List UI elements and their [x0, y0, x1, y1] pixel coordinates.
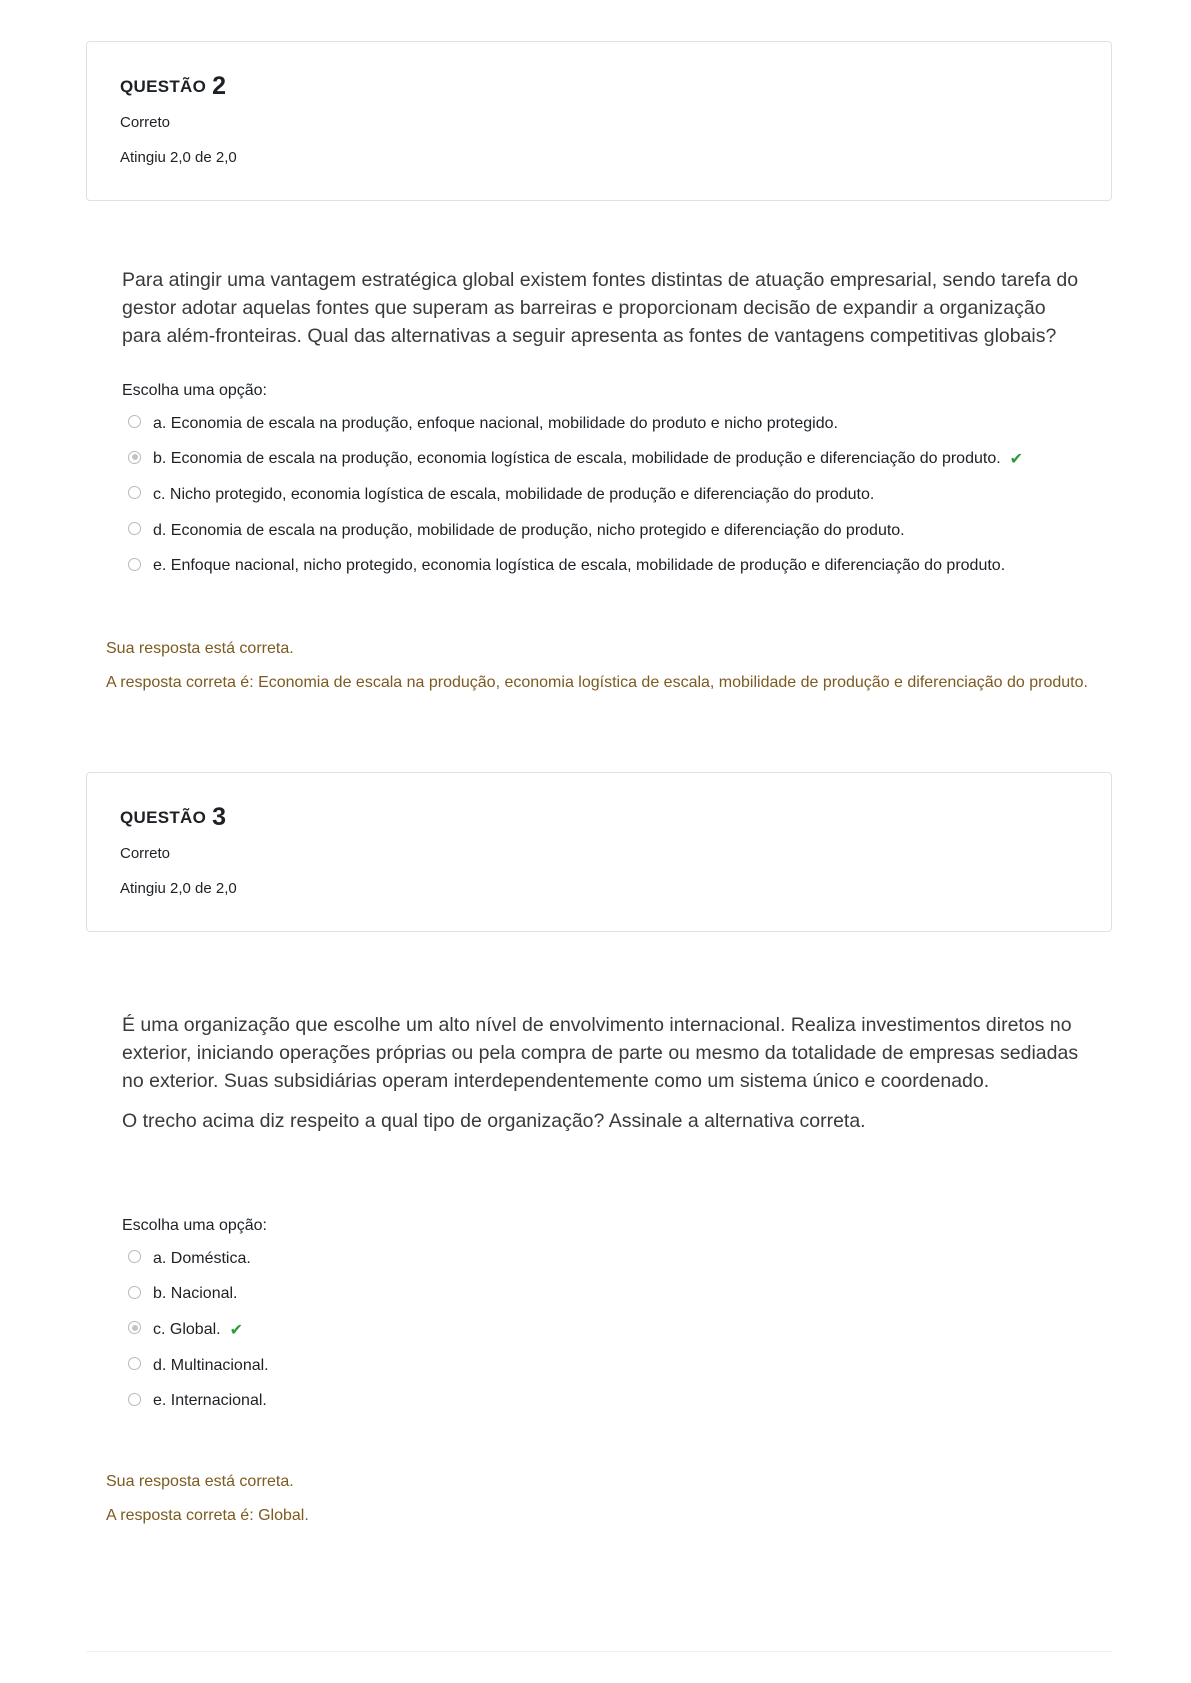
question-info-box	[86, 41, 1112, 201]
feedback-text: Sua resposta está correta.	[106, 640, 294, 657]
question-label: QUESTÃO	[120, 808, 207, 827]
question-state: Correto	[120, 845, 171, 862]
answer-label: d. Multinacional.	[153, 1356, 269, 1374]
question-number: 2	[212, 72, 227, 100]
checkmark-icon: ✔	[1009, 451, 1024, 469]
question-paragraph: O trecho acima diz respeito a qual tipo de organização? Assinale a alternativa correta.	[122, 1110, 866, 1132]
answer-option-d[interactable]	[128, 1348, 269, 1384]
radio-button[interactable]	[128, 522, 141, 535]
answer-label: a. Economia de escala na produção, enfoque nacional, mobilidade do produto e nicho protegido.	[153, 414, 838, 432]
answer-label: c. Nicho protegido, economia logística de escala, mobilidade de produção e diferenciação do produto.	[153, 485, 875, 503]
answer-label: b. Nacional.	[153, 1285, 238, 1303]
answer-options	[128, 1241, 269, 1419]
question-info-box	[86, 772, 1112, 932]
answer-label: e. Enfoque nacional, nicho protegido, economia logística de escala, mobilidade de produção e diferenciação do produto.	[153, 557, 1006, 575]
feedback-block	[106, 635, 1096, 703]
question-grade: Atingiu 2,0 de 2,0	[120, 149, 237, 166]
answer-option-c[interactable]	[128, 477, 1023, 513]
feedback-block	[106, 1468, 1096, 1536]
answer-option-b[interactable]	[128, 1277, 269, 1313]
radio-button[interactable]	[128, 415, 141, 428]
radio-button-selected[interactable]	[128, 1321, 141, 1334]
answer-option-e[interactable]	[128, 548, 1023, 584]
answer-label: d. Economia de escala na produção, mobilidade de produção, nicho protegido e diferenciação do produto.	[153, 521, 905, 539]
answer-option-a[interactable]	[128, 1241, 269, 1277]
radio-button[interactable]	[128, 1250, 141, 1263]
question-state: Correto	[120, 114, 171, 131]
answer-prompt: Escolha uma opção:	[122, 1217, 267, 1234]
answer-option-d[interactable]	[128, 513, 1023, 549]
radio-button-selected[interactable]	[128, 451, 141, 464]
answer-label: c. Global.	[153, 1320, 221, 1338]
feedback-text: Sua resposta está correta.	[106, 1473, 294, 1490]
answer-label: b. Economia de escala na produção, economia logística de escala, mobilidade de produção e diferenciação do produto.	[153, 450, 1001, 468]
divider	[86, 1651, 1112, 1652]
question-text	[122, 266, 1082, 362]
answer-options	[128, 406, 1023, 584]
radio-button[interactable]	[128, 1357, 141, 1370]
answer-option-e[interactable]	[128, 1383, 269, 1419]
question-paragraph: É uma organização que escolhe um alto nível de envolvimento internacional. Realiza investimentos diretos no exterior, iniciando operações próprias ou pela compra de parte ou mesmo da totalidade de empresas sediadas no exterior. Suas subsidiárias operam interdependentemente como um sistema único e coordenado.	[122, 1014, 1079, 1092]
radio-button[interactable]	[128, 1286, 141, 1299]
radio-button[interactable]	[128, 1393, 141, 1406]
question-title	[120, 70, 226, 99]
right-answer-text: A resposta correta é: Economia de escala na produção, economia logística de escala, mobilidade de produção e diferenciação do produto.	[106, 674, 1088, 691]
answer-label: a. Doméstica.	[153, 1249, 251, 1267]
right-answer-text: A resposta correta é: Global.	[106, 1507, 309, 1524]
question-number: 3	[212, 803, 227, 831]
question-grade: Atingiu 2,0 de 2,0	[120, 880, 237, 897]
question-text	[122, 1011, 1082, 1147]
radio-button[interactable]	[128, 486, 141, 499]
question-label: QUESTÃO	[120, 77, 207, 96]
answer-label: e. Internacional.	[153, 1392, 267, 1410]
answer-prompt: Escolha uma opção:	[122, 382, 267, 399]
answer-option-c[interactable]	[128, 1312, 269, 1348]
question-paragraph: Para atingir uma vantagem estratégica global existem fontes distintas de atuação empresarial, sendo tarefa do gestor adotar aquelas fontes que superam as barreiras e proporcionam decisão de expandir a organização para além-fronteiras. Qual das alternativas a seguir apresenta as fontes de vantagens competitivas globais?	[122, 269, 1079, 347]
answer-option-b[interactable]	[128, 442, 1023, 478]
question-title	[120, 801, 226, 830]
radio-button[interactable]	[128, 558, 141, 571]
answer-option-a[interactable]	[128, 406, 1023, 442]
checkmark-icon: ✔	[229, 1321, 243, 1339]
